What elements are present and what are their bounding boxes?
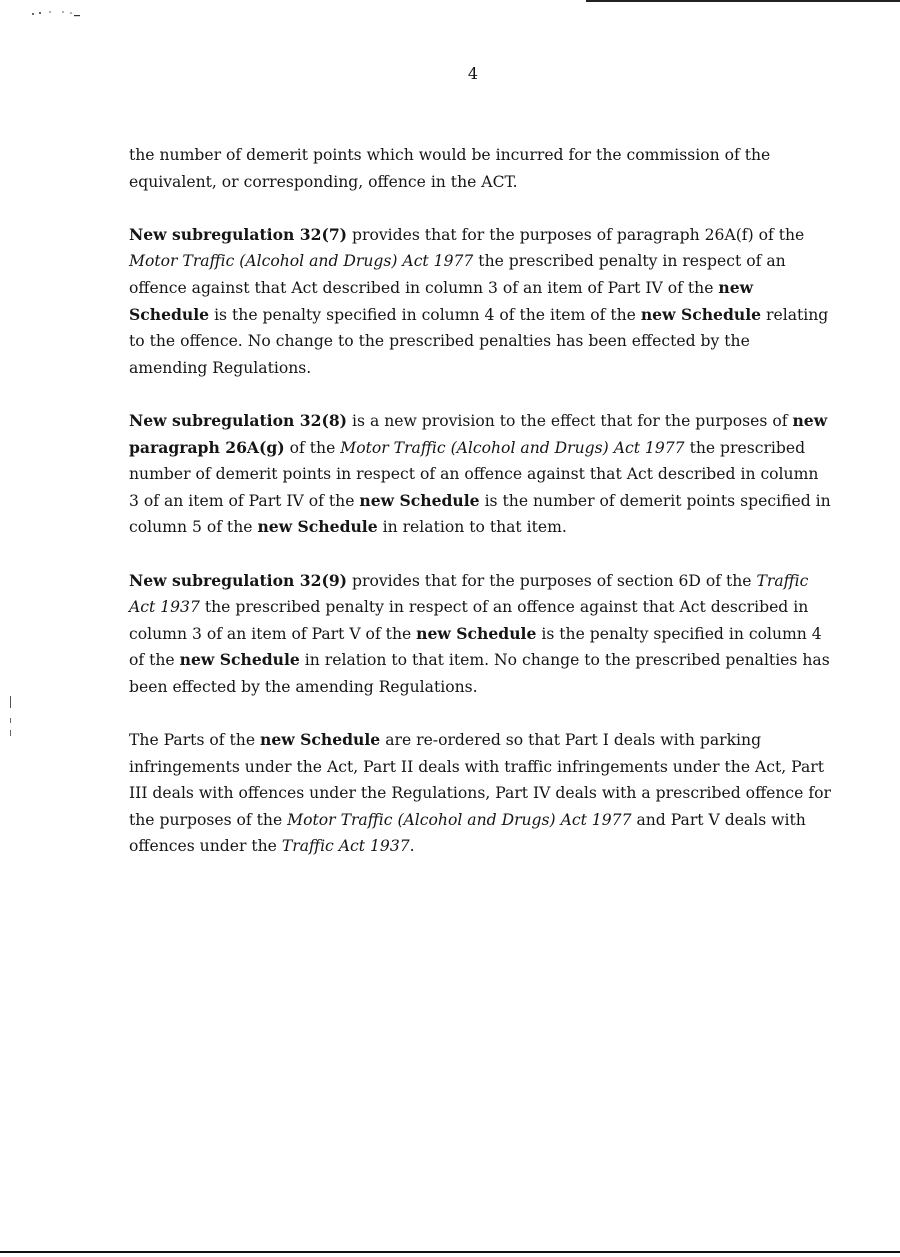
- act-title: Motor Traffic (Alcohol and Drugs) Act 1977: [287, 810, 632, 829]
- act-title: Traffic Act 1937: [281, 837, 410, 856]
- scan-speck-marks: [30, 8, 90, 20]
- subregulation-heading: New subregulation 32(9): [129, 570, 348, 590]
- page-number: 4: [467, 64, 479, 83]
- subregulation-heading: New subregulation 32(7): [129, 224, 348, 244]
- paragraph-subregulation-32-8: New subregulation 32(8) is a new provision to the effect that for the purposes of new paragraph 26A(g) of the Motor Traffic (Alcohol and Drugs) Act 1977 the prescribed number of demerit points in respect of an offence against that Act described in column 3 of an item of Part IV of the new Schedule is the number of demerit points specified in column 5 of the new Schedule in relation to that item.: [129, 410, 831, 537]
- paragraph-subregulation-32-9: New subregulation 32(9) provides that for the purposes of section 6D of the Traffic Act 1937 the prescribed penalty in respect of an offence against that Act described in column 3 of an item of Part V of the new Schedule is the penalty specified in column 4 of the new Schedule in relation to that item. No change to the prescribed penalties has been effected by the amending Regulations.: [129, 570, 830, 696]
- subregulation-heading: New subregulation 32(8): [129, 410, 348, 430]
- scan-bottom-border: [0, 1251, 900, 1253]
- act-title: Traffic Act 1937: [129, 571, 809, 617]
- act-title: Motor Traffic (Alcohol and Drugs) Act 1977: [129, 252, 474, 271]
- scan-top-border: [586, 0, 900, 2]
- document-body: [129, 142, 833, 887]
- paragraph-subregulation-32-7: New subregulation 32(7) provides that for the purposes of paragraph 26A(f) of the Motor Traffic (Alcohol and Drugs) Act 1977 the prescribed penalty in respect of an offence against that Act described in column 3 of an item of Part IV of the new Schedule is the penalty specified in column 4 of the item of the new Schedule relating to the offence. No change to the prescribed penalties has been effected by the amending Regulations.: [129, 224, 829, 377]
- scan-margin-marks: [9, 696, 13, 746]
- act-title: Motor Traffic (Alcohol and Drugs) Act 1977: [340, 438, 685, 457]
- paragraph-schedule-parts: The Parts of the new Schedule are re-ordered so that Part I deals with parking infringements under the Act, Part II deals with traffic infringements under the Act, Part III deals with offences under the Regulations, Part IV deals with a prescribed offence for the purposes of the Motor Traffic (Alcohol and Drugs) Act 1977 and Part V deals with offences under the Traffic Act 1937.: [129, 730, 831, 856]
- paragraph-continuation: the number of demerit points which would be incurred for the commission of the equivalent, or corresponding, offence in the ACT.: [129, 146, 771, 191]
